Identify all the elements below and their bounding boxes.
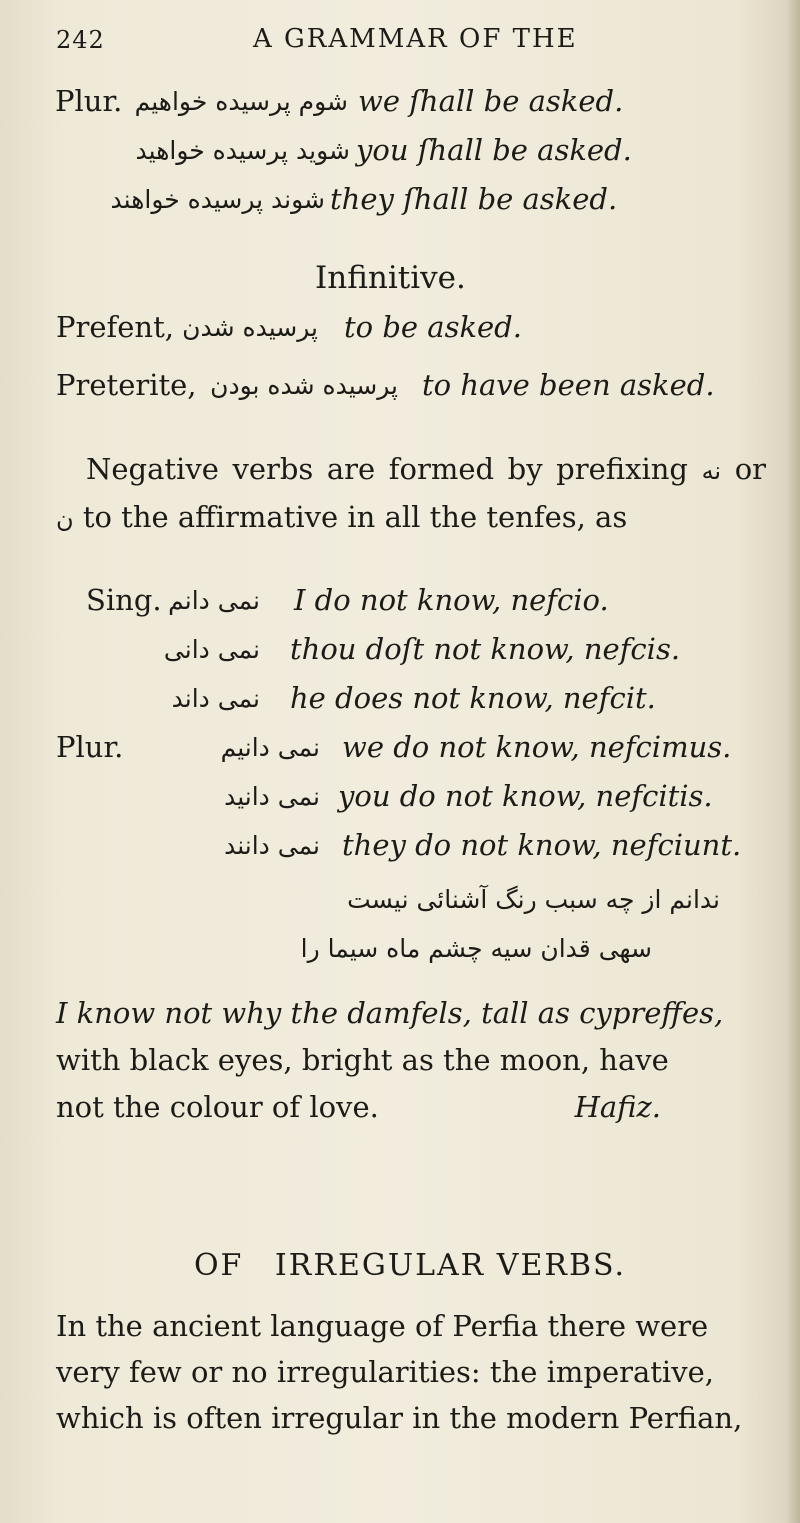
persian-form: پرسیده شده بودن [210, 371, 398, 400]
persian-form: نمی دانیم [220, 733, 320, 762]
neg-row [0, 681, 800, 725]
heading-title: IRREGULAR VERBS. [274, 1248, 627, 1283]
explanation-text: or [734, 452, 767, 486]
body-line: very few or no irregularities: the imperative, [56, 1355, 714, 1389]
english-gloss: they do not know, nefciunt. [342, 828, 742, 862]
translation-line: I know not why the damfels, tall as cypreffes, [56, 996, 724, 1030]
number-label: Plur. [56, 730, 124, 764]
infinitive-heading-row [0, 260, 800, 304]
english-gloss: thou doſt not know, nefcis. [290, 632, 681, 666]
neg-row [0, 632, 800, 676]
conj-row [0, 84, 800, 128]
english-gloss: they ſhall be asked. [330, 182, 618, 216]
translation-line: not the colour of love. [56, 1090, 379, 1124]
conj-row [0, 133, 800, 177]
running-header [48, 20, 768, 60]
english-gloss: to be asked. [344, 310, 522, 344]
english-gloss: he does not know, nefcit. [290, 681, 656, 715]
tense-label: Prefent, [56, 310, 174, 344]
explanation-text: to the affirmative in all the tenfes, as [82, 500, 628, 534]
english-gloss: you ſhall be asked. [356, 133, 632, 167]
number-label: Plur. [55, 84, 123, 118]
english-gloss: to have been asked. [422, 368, 715, 402]
explanation-text: Negative verbs are formed by prefixing [86, 452, 688, 486]
persian-form: نمی دانی [163, 635, 260, 664]
section-heading [0, 1248, 800, 1283]
persian-form: شوم پرسیده خواهیم [134, 87, 348, 116]
poet-attribution: Hafiz. [574, 1090, 661, 1124]
persian-form: شوند پرسیده خواهند [110, 185, 325, 214]
body-line: which is often irregular in the modern Perfian, [56, 1401, 743, 1435]
persian-form: نمی دانند [224, 831, 320, 860]
verse-line-2: سهی قدان سیه چشم ماه سیما را [300, 934, 652, 963]
neg-row [0, 730, 800, 774]
heading-prefix: OF [193, 1248, 244, 1283]
english-gloss: we do not know, nefcimus. [342, 730, 732, 764]
section-subheading: Infinitive. [315, 260, 466, 296]
running-title: A GRAMMAR OF THE [253, 24, 578, 54]
english-gloss: you do not know, nefcitis. [338, 779, 713, 813]
persian-prefix: نه [701, 457, 722, 485]
persian-form: شوید پرسیده خواهید [135, 136, 350, 165]
body-paragraph [56, 1303, 786, 1441]
page-number: 242 [56, 26, 105, 54]
number-label: Sing. [86, 583, 162, 617]
infinitive-row [0, 310, 800, 354]
conj-row [0, 182, 800, 226]
persian-form: نمی داند [171, 684, 260, 713]
persian-form: نمی دانید [224, 782, 320, 811]
persian-prefix: ن [56, 505, 74, 533]
translation-line: with black eyes, bright as the moon, have [56, 1043, 669, 1077]
negative-explanation [56, 446, 766, 542]
body-line: In the ancient language of Perfia there were [56, 1309, 709, 1343]
english-gloss: I do not know, nefcio. [294, 583, 609, 617]
neg-row [0, 583, 800, 627]
verse-line-1: ندانم از چه سبب رنگ آشنائی نیست [347, 885, 720, 914]
persian-form: پرسیده شدن [182, 313, 318, 342]
neg-row [0, 779, 800, 823]
tense-label: Preterite, [56, 368, 197, 402]
neg-row [0, 828, 800, 872]
infinitive-row [0, 368, 800, 412]
verse-translation [56, 990, 776, 1131]
persian-form: نمی دانم [168, 586, 260, 615]
english-gloss: we ſhall be asked. [358, 84, 624, 118]
